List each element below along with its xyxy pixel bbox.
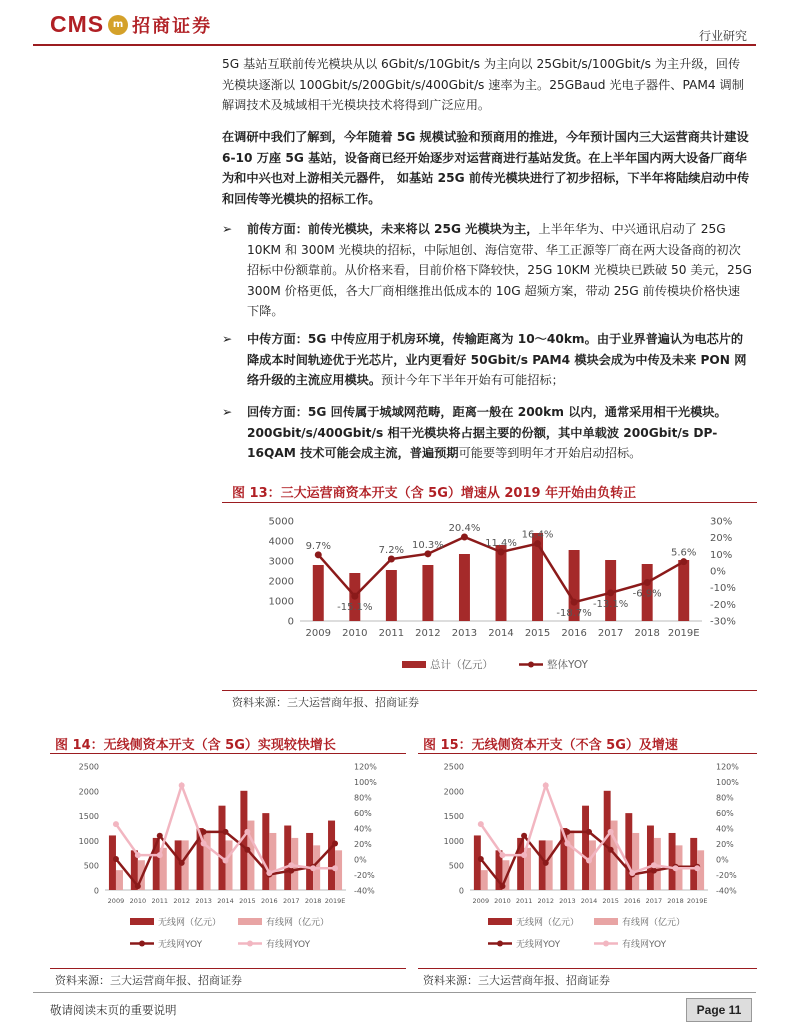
x-tick-label: 2012 <box>173 897 190 905</box>
x-tick-label: 2011 <box>378 628 405 639</box>
fig13-chart <box>222 505 757 685</box>
x-tick-label: 2019E <box>667 628 700 639</box>
y-left-tick-label: 1000 <box>443 836 464 846</box>
y-left-tick-label: 3000 <box>268 556 294 568</box>
data-label: 11.4% <box>485 538 517 549</box>
bar <box>589 840 596 890</box>
bullet-midhaul <box>222 329 752 391</box>
y-right-tick-label: 20% <box>710 533 733 545</box>
bar <box>474 835 481 890</box>
bar <box>632 833 639 890</box>
bar <box>226 840 233 890</box>
line-point <box>651 862 657 868</box>
y-right-tick-label: 10% <box>710 549 733 561</box>
legend-label: 有线网（亿元） <box>266 918 330 928</box>
line-point <box>586 829 592 835</box>
line-point <box>266 870 272 876</box>
fig15-chart <box>418 756 757 966</box>
y-right-tick-label: -10% <box>710 583 736 595</box>
x-tick-label: 2010 <box>129 897 147 905</box>
line-point <box>388 556 395 563</box>
legend-swatch <box>402 661 426 668</box>
x-tick-label: 2017 <box>282 897 300 905</box>
legend-label: 有线网YOY <box>622 940 667 950</box>
line-point <box>521 852 527 858</box>
line-point <box>157 852 163 858</box>
bullet-normal: 上半年华为、中兴通讯启动了 25G 10KM 和 300M 光模块的招标，中际旭创、海信宽带、华工正源等厂商在两大设备商的初次招标中份额靠前。从价格来看，目前价格下降较快，25G 10KM 光模块已跌破 50 美元，25G 300M 价格更低，各大厂商相继推出低成本的 10G 超频方案，带动 25G 前传模块价格快速下降。 <box>247 222 752 318</box>
line-point <box>223 829 229 835</box>
y-right-tick-label: -40% <box>354 886 375 896</box>
x-tick-label: 2014 <box>217 897 234 905</box>
fig15-top-rule <box>418 753 757 754</box>
fig14-top-rule <box>50 753 406 754</box>
legend-label: 无线网（亿元） <box>158 918 222 928</box>
line-point <box>564 841 570 847</box>
bar <box>284 826 291 890</box>
bar <box>218 806 225 890</box>
y-left-tick-label: 2000 <box>78 787 99 797</box>
legend-marker <box>247 941 253 947</box>
line-point <box>571 599 578 606</box>
line-point <box>694 865 700 871</box>
legend-label: 整体YOY <box>547 659 588 671</box>
y-left-tick-label: 1000 <box>268 596 294 608</box>
y-left-tick-label: 1000 <box>78 836 99 846</box>
data-label: 16.4% <box>521 529 554 541</box>
data-label: 9.7% <box>305 540 331 552</box>
line-point <box>351 593 358 600</box>
y-left-tick-label: 5000 <box>268 516 294 528</box>
line-point <box>179 860 185 866</box>
fig13-title: 图 13：三大运营商资本开支（含 5G）增速从 2019 年开始由负转正 <box>232 486 637 501</box>
y-right-tick-label: 0% <box>710 566 726 578</box>
bullet-bold: 中传方面：5G 中传应用于机房环境，传输距离为 10～40km。由于业界普遍认为电芯片的降成本时间轨迹优于光芯片，业内更看好 50Gbit/s PAM4 模块会成为中传及未来 PON 网络升级的主流应用模块。 <box>247 332 747 387</box>
line-point <box>310 865 316 871</box>
bar <box>582 806 589 890</box>
line-point <box>564 829 570 835</box>
line-point <box>135 883 141 889</box>
x-tick-label: 2019E <box>686 897 708 905</box>
data-label: 10.3% <box>412 539 444 551</box>
legend-marker <box>603 941 609 947</box>
legend-marker <box>497 941 503 947</box>
y-right-tick-label: 40% <box>716 824 734 834</box>
x-tick-label: 2016 <box>561 628 587 639</box>
x-tick-label: 2015 <box>239 897 256 905</box>
x-tick-label: 2016 <box>261 897 278 905</box>
line-point <box>244 847 250 853</box>
fig13-bottom-rule <box>222 690 757 691</box>
x-tick-label: 2014 <box>580 897 598 905</box>
paragraph-2: 在调研中我们了解到，今年随着 5G 规模试验和预商用的推进，今年预计国内三大运营商共计建设 6-10 万座 5G 基站，设备商已经开始逐步对运营商进行基站发货。在上半年国内两大设备厂商华为和中兴也对上游相关元器件， 如基站 25G 前传光模块进行了初步招标，下半年将陆续启动中传和回传等光模块的招标工作。 <box>222 130 750 206</box>
header-rule <box>33 44 756 46</box>
bar <box>306 833 313 890</box>
y-left-tick-label: 2000 <box>443 787 464 797</box>
line-point <box>608 847 614 853</box>
y-right-tick-label: -30% <box>710 616 736 628</box>
line-point <box>499 852 505 858</box>
page-number: Page 11 <box>686 998 752 1022</box>
bar <box>496 545 507 621</box>
line-point <box>499 883 505 889</box>
x-tick-label: 2015 <box>524 628 551 639</box>
legend-marker <box>528 662 534 668</box>
x-tick-label: 2016 <box>623 897 641 905</box>
line-point <box>607 589 614 596</box>
line-point <box>478 821 484 827</box>
bar <box>109 835 116 890</box>
bullet-arrow-icon: ➢ <box>222 405 233 419</box>
data-label: -13.1% <box>592 598 629 610</box>
footer-rule <box>33 992 756 993</box>
brand-logo <box>50 11 212 38</box>
x-tick-label: 2018 <box>667 897 684 905</box>
bar <box>422 565 433 621</box>
x-tick-label: 2011 <box>151 897 169 905</box>
data-label: -18.7% <box>556 608 592 620</box>
bullet-arrow-icon: ➢ <box>222 222 233 236</box>
bar <box>386 570 397 621</box>
data-label: 5.6% <box>671 547 697 559</box>
line-point <box>424 550 431 557</box>
x-tick-label: 2011 <box>515 897 533 905</box>
bar <box>647 826 654 890</box>
x-tick-label: 2019E <box>324 897 346 905</box>
bullet-arrow-icon: ➢ <box>222 332 233 346</box>
legend-swatch <box>130 918 154 925</box>
line-point <box>113 856 119 862</box>
bar <box>204 830 211 890</box>
y-right-tick-label: -20% <box>716 871 737 880</box>
x-tick-label: 2014 <box>488 628 514 639</box>
y-left-tick-label: 2000 <box>268 576 294 588</box>
x-tick-label: 2013 <box>559 897 576 905</box>
bar <box>625 813 632 890</box>
legend-swatch <box>488 918 512 925</box>
bullet-bold: 前传方面：前传光模块，未来将以 25G 光模块为主， <box>247 222 539 236</box>
line-point <box>543 860 549 866</box>
paragraph-1: 5G 基站互联前传光模块从以 6Gbit/s/10Gbit/s 为主向以 25Gbit/s/100Gbit/s 为主升级，回传光模块逐渐以 100Gbit/s/200Gbit/s/400Gbit/s 速率为主。25GBaud 光电子器件、PAM4 调制解调技术及城域相干光模块技术将得到广泛应用。 <box>222 57 744 112</box>
line-point <box>332 841 338 847</box>
bullet-fronthaul <box>222 219 752 322</box>
y-right-tick-label: 0% <box>716 855 729 865</box>
bar <box>481 870 488 890</box>
line-point <box>478 856 484 862</box>
y-right-tick-label: 80% <box>354 793 372 803</box>
bar <box>459 554 470 621</box>
x-tick-label: 2010 <box>494 897 511 905</box>
y-right-tick-label: 80% <box>716 793 734 803</box>
x-tick-label: 2018 <box>304 897 322 905</box>
y-right-tick-label: 40% <box>354 824 372 834</box>
line-point <box>651 868 657 874</box>
line-point <box>288 868 294 874</box>
y-right-tick-label: 120% <box>716 762 739 772</box>
bar <box>262 813 269 890</box>
y-left-tick-label: 1500 <box>443 812 464 822</box>
line-point <box>586 858 592 864</box>
data-label: 7.2% <box>378 545 405 556</box>
data-label: -6.9% <box>632 588 662 600</box>
x-tick-label: 2012 <box>415 628 441 639</box>
line-point <box>680 558 687 565</box>
x-tick-label: 2013 <box>195 897 212 905</box>
y-right-tick-label: 60% <box>716 809 734 818</box>
y-right-tick-label: 30% <box>710 516 733 528</box>
y-left-tick-label: 0 <box>93 886 99 896</box>
section-label: 行业研究 <box>698 29 747 43</box>
bar <box>669 833 676 890</box>
y-left-tick-label: 500 <box>83 861 99 871</box>
line-point <box>332 865 338 871</box>
line-point <box>608 829 614 835</box>
fig15-source: 资料来源：三大运营商年报、招商证券 <box>423 974 610 987</box>
fig13-source: 资料来源：三大运营商年报、招商证券 <box>232 696 419 709</box>
y-right-tick-label: 60% <box>354 809 372 818</box>
footer-note: 敬请阅读末页的重要说明 <box>50 1003 177 1017</box>
line-point <box>288 862 294 868</box>
y-left-tick-label: 2500 <box>78 762 99 772</box>
x-tick-label: 2015 <box>602 897 619 905</box>
y-left-tick-label: 0 <box>287 616 294 628</box>
y-right-tick-label: -20% <box>354 871 375 880</box>
x-tick-label: 2018 <box>634 628 660 639</box>
x-tick-label: 2012 <box>537 897 555 905</box>
bullet-normal: 可能要等到明年才开始启动招标。 <box>458 446 642 460</box>
bar <box>313 565 324 621</box>
x-tick-label: 2013 <box>451 628 478 639</box>
y-left-tick-label: 500 <box>448 861 464 871</box>
bar <box>328 821 335 890</box>
legend-marker <box>139 941 145 947</box>
line-point <box>534 540 541 547</box>
x-tick-label: 2009 <box>472 897 490 905</box>
line-point <box>223 858 229 864</box>
y-right-tick-label: -40% <box>716 886 737 896</box>
data-label: 20.4% <box>448 523 481 534</box>
line-point <box>113 821 119 827</box>
legend-label: 无线网YOY <box>158 940 203 950</box>
x-tick-label: 2017 <box>645 897 663 905</box>
x-tick-label: 2009 <box>107 897 125 905</box>
line-point <box>521 833 527 839</box>
bar <box>269 833 276 890</box>
x-tick-label: 2010 <box>342 628 368 639</box>
line-point <box>543 782 549 788</box>
y-right-tick-label: 20% <box>354 840 372 849</box>
fig14-source: 资料来源：三大运营商年报、招商证券 <box>55 974 242 987</box>
legend-label: 无线网YOY <box>516 940 561 950</box>
y-right-tick-label: 100% <box>354 778 377 787</box>
legend-swatch <box>594 918 618 925</box>
brand-badge-icon: m <box>108 15 128 35</box>
fig14-chart <box>50 756 406 966</box>
y-left-tick-label: 0 <box>458 886 464 896</box>
legend-label: 总计（亿元） <box>430 659 493 671</box>
line-point <box>673 865 679 871</box>
y-right-tick-label: 100% <box>716 778 739 787</box>
fig13-top-rule <box>222 502 757 503</box>
brand-cn: 招商证券 <box>132 15 213 37</box>
line-point <box>135 852 141 858</box>
line-point <box>461 534 468 541</box>
legend-label: 有线网YOY <box>266 940 311 950</box>
data-label: -15.1% <box>337 602 373 614</box>
line-point <box>498 549 505 556</box>
line-point <box>201 829 207 835</box>
line-point <box>157 833 163 839</box>
y-right-tick-label: 120% <box>354 762 377 772</box>
y-right-tick-label: 0% <box>354 855 367 865</box>
fig15-bottom-rule <box>418 968 757 969</box>
legend-label: 无线网（亿元） <box>516 918 580 928</box>
y-left-tick-label: 1500 <box>78 812 99 822</box>
line-point <box>201 841 207 847</box>
bullet-normal: 预计今年下半年开始有可能招标； <box>381 373 564 387</box>
legend-label: 有线网（亿元） <box>622 918 686 928</box>
line-point <box>644 579 651 586</box>
bullet-bold: 回传方面：5G 回传属于城域网范畴，距离一般在 200km 以内，通常采用相干光模块。200Gbit/s/400Gbit/s 相干光模块将占据主要的份额，其中单载波 200Gbit/s DP-16QAM 技术可能会成主流，普遍预期 <box>247 405 727 460</box>
line-point <box>179 782 185 788</box>
y-right-tick-label: 20% <box>716 840 734 849</box>
bullet-backhaul <box>222 402 752 464</box>
y-left-tick-label: 4000 <box>268 536 294 548</box>
y-left-tick-label: 2500 <box>443 762 464 772</box>
y-right-tick-label: -20% <box>710 599 736 611</box>
line-point <box>244 829 250 835</box>
x-tick-label: 2017 <box>597 628 624 639</box>
fig14-title: 图 14：无线侧资本开支（含 5G）实现较快增长 <box>55 738 336 753</box>
fig14-bottom-rule <box>50 968 406 969</box>
line-point <box>629 870 635 876</box>
fig15-title: 图 15：无线侧资本开支（不含 5G）及增速 <box>423 738 678 753</box>
brand-en: CMS <box>50 11 105 37</box>
bar <box>116 870 123 890</box>
x-tick-label: 2009 <box>305 628 331 639</box>
line-point <box>315 551 322 558</box>
bar <box>567 830 574 890</box>
bar <box>678 560 689 621</box>
legend-swatch <box>238 918 262 925</box>
